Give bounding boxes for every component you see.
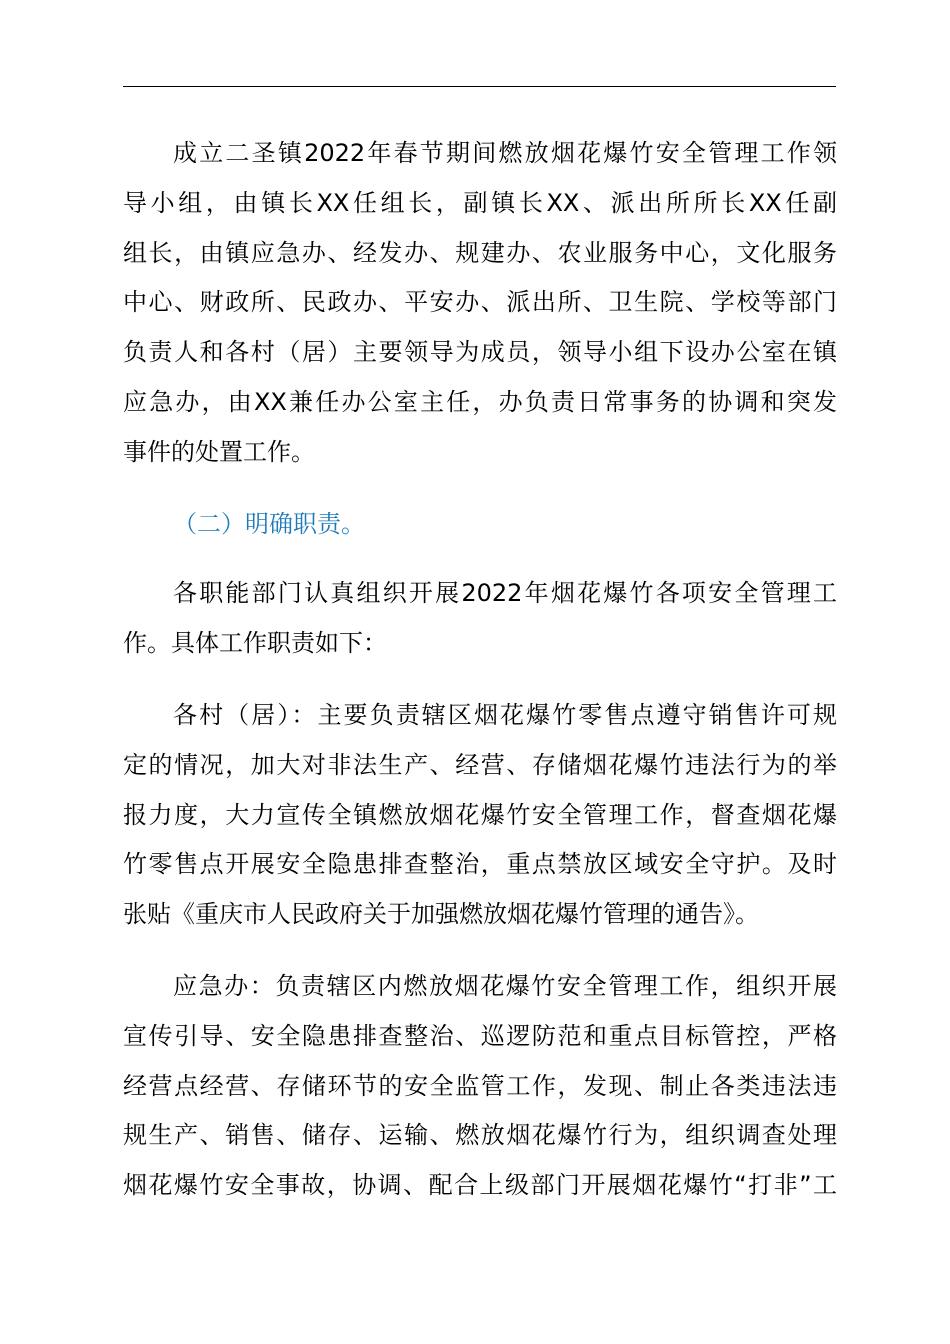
text-line: 宣传引导、安全隐患排查整治、巡逻防范和重点目标管控，严格 (123, 1021, 837, 1050)
text-line: 规生产、销售、储存、运输、燃放烟花爆竹行为，组织调查处理 (123, 1121, 837, 1150)
text-line: 应急办，由XX兼任办公室主任，办负责日常事务的协调和突发 (123, 387, 837, 416)
header-rule (123, 86, 836, 87)
text-line: 烟花爆竹安全事故，协调、配合上级部门开展烟花爆竹“打非”工 (123, 1171, 837, 1200)
text-line: 事件的处置工作。 (123, 437, 315, 466)
paragraph-leading-group (123, 129, 837, 478)
text-line: 定的情况，加大对非法生产、经营、存储烟花爆竹违法行为的举 (123, 750, 837, 779)
paragraph-emergency-office-duties (123, 962, 837, 1211)
text-line: 组长，由镇应急办、经发办、规建办、农业服务中心，文化服务 (123, 238, 837, 267)
text-line: 各职能部门认真组织开展2022年烟花爆竹各项安全管理工 (173, 579, 837, 608)
section-heading (123, 500, 837, 550)
text-line: 张贴《重庆市人民政府关于加强燃放烟花爆竹管理的通告》。 (123, 900, 759, 929)
section-heading-text: （二）明确职责。 (173, 509, 365, 538)
text-line: 中心、财政所、民政办、平安办、派出所、卫生院、学校等部门 (123, 288, 837, 317)
text-line: 报力度，大力宣传全镇燃放烟花爆竹安全管理工作，督查烟花爆 (123, 800, 837, 829)
text-line: 成立二圣镇2022年春节期间燃放烟花爆竹安全管理工作领 (173, 139, 837, 167)
text-line: 各村（居）：主要负责辖区烟花爆竹零售点遵守销售许可规 (173, 700, 837, 729)
paragraph-village-duties (123, 691, 837, 940)
text-line: 经营点经营、存储环节的安全监管工作，发现、制止各类违法违 (123, 1071, 837, 1100)
text-line: 竹零售点开展安全隐患排查整治，重点禁放区域安全守护。及时 (123, 850, 837, 879)
text-line: 负责人和各村（居）主要领导为成员，领导小组下设办公室在镇 (123, 338, 837, 367)
text-line: 导小组，由镇长XX任组长，副镇长XX、派出所所长XX任副 (123, 188, 837, 217)
document-body (123, 129, 837, 1233)
text-line: 作。具体工作职责如下： (123, 629, 387, 658)
text-line: 应急办：负责辖区内燃放烟花爆竹安全管理工作，组织开展 (173, 971, 837, 1000)
paragraph-duties-intro (123, 569, 837, 669)
